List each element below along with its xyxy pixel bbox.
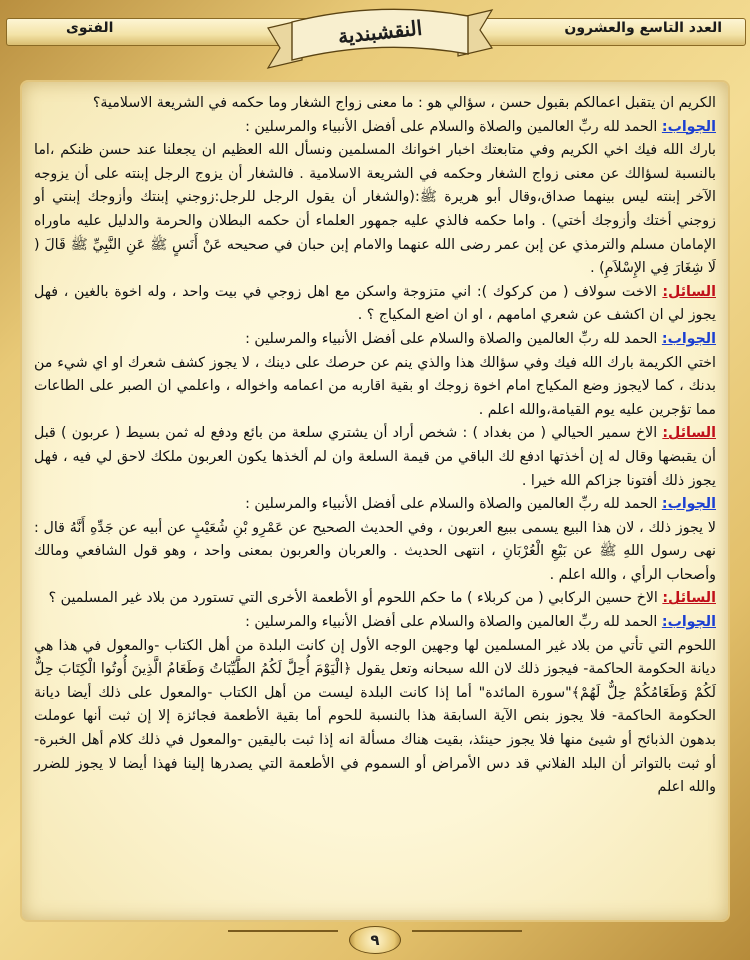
paragraph-text: اللحوم التي تأتي من بلاد غير المسلمين لها وجهين الوجه الأول إن كانت البلدة من أهل الكتاب -والمعول في هذا هي ديانة الحكومة الحاكمة- فيجوز ذلك لان الله سبحانه وتعل يقول ﴿الْيَوْمَ أُحِلَّ لَكُمُ الطَّيِّبَاتُ وَطَعَامُ الَّذِينَ أُوتُوا الْكِتَابَ حِلٌّ لَكُمْ وَطَعَامُكُمْ حِلٌّ لَهُمْ﴾"سورة المائدة" أما إذا كانت البلدة ليست من أهل الكتاب -والمعول على ذلك أيضا ديانة الحكومة الحاكمة- فلا يجوز بنص الآية السابقة هذا بالنسبة للحوم أما بقية الأطعمة فجائزة إلا إن ثبت أنها عوملت بدهون الذبائح أو شيئ منها فلا يجوز حينئذ، بقيت هناك مسألة انه إذا ثبت باليقين -والمعول في ذلك كلام أهل الخبرة- أو ثبت بالتواتر أن البلد الفلاني قد دس الأمراض أو السموم في الأطعمة التي يصدرها إلينا فهذا أيضا لا يجوز للضرر والله اعلم [34, 637, 716, 796]
paragraph-text: الاخ حسين الركابي ( من كربلاء ) ما حكم اللحوم أو الأطعمة الأخرى التي تستورد من بلاد غير المسلمين ؟ [48, 590, 658, 607]
paragraph-text: الحمد لله ربِّ العالمين والصلاة والسلام على أفضل الأنبياء والمرسلين : [245, 330, 658, 347]
section-label: الفتوى [66, 20, 114, 36]
paragraph-text: الاخ سمير الحيالي ( من بغداد ) : شخص أراد أن يشتري سلعة من بائع ودفع له ثمن بسيط ( عربون ) قبل أن يقبضها وقال له إن أخذتها ادفع لك الباقي من قيمة السلعة وان لم ألخذها يكون العربون ملكك لاحق لي فيه ، فهل يجوز ذلك أفتونا جزاكم الله خيرا . [34, 425, 716, 489]
answer-line [34, 611, 716, 635]
paragraph-text: الحمد لله ربِّ العالمين والصلاة والسلام على أفضل الأنبياء والمرسلين : [245, 496, 658, 513]
paragraph [34, 352, 716, 423]
answer-label: الجواب: [661, 496, 716, 513]
fatwa-content [34, 92, 716, 800]
banner-title: النقشبندية [336, 15, 424, 49]
answer-label: الجواب: [661, 330, 716, 347]
question-line [34, 281, 716, 328]
answer-line [34, 328, 716, 352]
answer-label: الجواب: [661, 614, 716, 631]
paragraph-text: الكريم ان يتقبل اعمالكم بقبول حسن ، سؤالي هو : ما معنى زواج الشغار وما حكمه في الشريعة الاسلامية؟ [92, 95, 716, 111]
paragraph [34, 139, 716, 281]
answer-line [34, 493, 716, 517]
question-line [34, 587, 716, 611]
paragraph-text: الاخت سولاف ( من كركوك ): اني متزوجة واسكن مع اهل زوجي في بيت واحد ، وله اخوة بالغين ، فهل يجوز لي ان اكشف عن شعري امامهم ، او ان اضع المكياج ؟ . [34, 283, 716, 324]
paragraph [34, 92, 716, 116]
paragraph-text: الحمد لله ربِّ العالمين والصلاة والسلام على أفضل الأنبياء والمرسلين : [245, 118, 658, 135]
question-line [34, 422, 716, 493]
paragraph-text: الحمد لله ربِّ العالمين والصلاة والسلام على أفضل الأنبياء والمرسلين : [245, 614, 658, 631]
paragraph-text: لا يجوز ذلك ، لان هذا البيع يسمى ببيع العربون ، وفي الحديث الصحيح عن عَمْرِو بْنِ شُعَيْبٍ عن أبيه عن جَدِّهِ أَنَّهُ قال : نهى رسول اللهِ ﷺ عن بَيْعِ الْعُرْبَانِ ، انتهى الحديث . والعربان والعربون بمعنى واحد ، وهو قول الشافعي ومالك وأصحاب الرأي ، والله اعلم . [34, 519, 716, 583]
questioner-label: السائل: [662, 425, 716, 442]
questioner-label: السائل: [662, 590, 716, 607]
footer-ornament-left [228, 930, 338, 932]
questioner-label: السائل: [662, 283, 716, 300]
paragraph [34, 635, 716, 800]
answer-line [34, 116, 716, 140]
page-number: ٩ [349, 926, 401, 954]
paragraph-text: بارك الله فيك اخي الكريم وفي متابعتك اخبار اخوانك المسلمين ونسأل الله العظيم ان يجعلنا عند حسن ظنكم ،اما بالنسبة لسؤالك عن معنى زواج الشغار وحكمه في الشريعة الاسلامية . فالشغار أن يزوج الرجل إبنته على أن يزوجه الآخر إبنته ليس بينهما صداق،وقال أبو هريرة ﷺ:(والشغار أن يقول الرجل للرجل:زوجني إبنتك وأزوجك إبنتي أو زوجني أختك وأزوجك أختي) . واما حكمه فالذي عليه جمهور العلماء أن حكمه البطلان والحرمة والدليل عليه ماوراه الإمامان مسلم والترمذي عن إبن عمر رضى الله عنهما والامام إبن حبان في صحيحه عَنْ أَنَسٍ ﷺ عَنِ النَّبِيِّ ﷺ قَالَ ( لَا شِغَارَ فِي الإِسْلاَمِ) . [34, 142, 716, 277]
answer-label: الجواب: [661, 118, 716, 135]
paragraph-text: اختي الكريمة بارك الله فيك وفي سؤالك هذا والذي ينم عن حرصك على دينك ، لا يجوز كشف شعرك او اي شيء من بدنك ، كما لايجوز وضع المكياج امام اخوة زوجك او بقية اقاربه من اعمامه واخواله ، واعلمي ان الصبر على الطاعات مما تؤجرين عليه يوم القيامة،والله اعلم . [34, 354, 716, 418]
paragraph [34, 517, 716, 588]
footer-ornament-right [412, 930, 522, 932]
issue-label: العدد التاسع والعشرون [564, 20, 722, 36]
